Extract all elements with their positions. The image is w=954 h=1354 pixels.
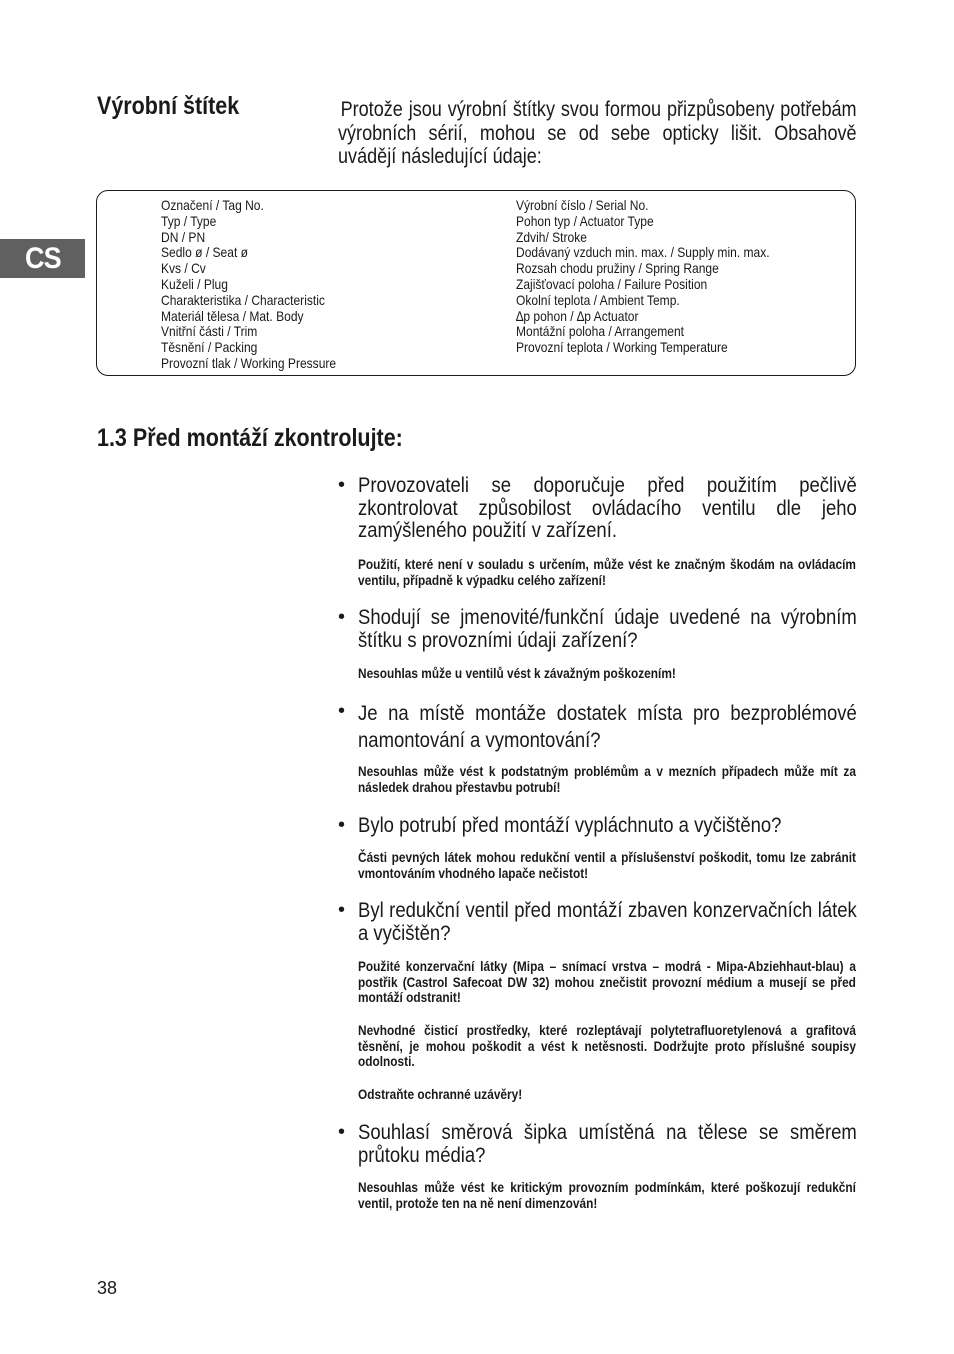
plate-field: Označení / Tag No. [161, 197, 264, 213]
check-note: Nevhodné čisticí prostředky, které rozleptávají polytetrafluoretylenová a grafitová těsnění, je mohou poškodit a vést k netěsnosti. Dodržujte proto příslušné soupisy odolnosti. [358, 1023, 856, 1069]
plate-field: Rozsah chodu pružiny / Spring Range [516, 260, 719, 277]
check-item: Souhlasí směrová šipka umístěná na tělese se směrem průtoku média? [358, 1120, 857, 1167]
plate-field: Materiál tělesa / Mat. Body [161, 307, 304, 324]
check-item: Provozovateli se doporučuje před použitím pečlivě zkontrolovat způsobilost ovládacího ventilu dle jeho zamýšleného použití v zařízení. [358, 473, 857, 542]
check-note: Části pevných látek mohou redukční ventil a příslušenství poškodit, tomu lze zabránit vmontováním vhodného lapače nečistot! [358, 850, 856, 881]
nameplate-fields-right [516, 198, 877, 356]
check-note: Nesouhlas může vést k podstatným problémům a v mezních případech může mít za následek drahou přestavbu potrubí! [358, 764, 856, 795]
plate-field: Výrobní číslo / Serial No. [516, 197, 649, 213]
check-note: Použité konzervační látky (Mipa – snímací vrstva – modrá - Mipa-Abziehhaut-blau) a postřik (Castrol Safecoat DW 32) mohou znečistit provozní médium a musejí se před montáží odstranit! [358, 959, 856, 1005]
check-note: Odstraňte ochranné uzávěry! [358, 1087, 523, 1102]
plate-field: Charakteristika / Characteristic [161, 291, 325, 308]
bullet-marker: • [338, 700, 346, 722]
plate-field: ∆p pohon / ∆p Actuator [516, 307, 639, 324]
plate-field: Sedlo ø / Seat ø [161, 244, 249, 261]
plate-field: Pohon typ / Actuator Type [516, 212, 654, 229]
plate-field: Okolní teplota / Ambient Temp. [516, 291, 680, 308]
bullet-marker: • [338, 814, 346, 836]
plate-field: Kuželi / Plug [161, 275, 228, 292]
bullet-marker: • [338, 899, 346, 921]
plate-field: Dodávaný vzduch min. max. / Supply min. max. [516, 244, 770, 261]
plate-field: Vnitřní části / Trim [161, 323, 258, 340]
check-note: Nesouhlas může u ventilů vést k závažným poškozením! [358, 666, 676, 681]
plate-field: Montážní poloha / Arrangement [516, 323, 684, 340]
nameplate-heading: Výrobní štítek [97, 92, 240, 120]
bullet-marker: • [338, 474, 346, 496]
bullet-marker: • [338, 1121, 346, 1143]
plate-field: Zdvih/ Stroke [516, 228, 587, 245]
check-item: Bylo potrubí před montáží vypláchnuto a vyčištěno? [358, 813, 782, 837]
check-note: Použití, které není v souladu s určením, může vést ke značným škodám na ovládacím ventilu, případně k výpadku celého zařízení! [358, 557, 856, 588]
plate-field: Kvs / Cv [161, 260, 206, 277]
page-number: 38 [97, 1278, 118, 1298]
plate-field: Zajišťovací poloha / Failure Position [516, 275, 708, 292]
plate-field: Provozní tlak / Working Pressure [161, 354, 337, 371]
nameplate-fields-left [161, 198, 522, 372]
check-note: Nesouhlas může vést ke kritickým provozním podmínkám, které poškozují redukční ventil, protože ten na ně není dimenzován! [358, 1180, 856, 1211]
bullet-marker: • [338, 606, 346, 628]
check-item: Shodují se jmenovité/funkční údaje uvedené na výrobním štítku s provozními údaji zařízení? [358, 605, 857, 652]
plate-field: Těsnění / Packing [161, 339, 258, 356]
plate-field: Provozní teplota / Working Temperature [516, 339, 728, 356]
nameplate-intro: Protože jsou výrobní štítky svou formou přizpůsobeny potřebám výrobních sérií, mohou se od sebe opticky lišit. Obsahově uvádějí následující údaje: [338, 98, 857, 168]
check-item: Je na místě montáže dostatek místa pro bezproblémové namontování a vymontování? [358, 701, 857, 752]
check-item: Byl redukční ventil před montáží zbaven konzervačních látek a vyčištěn? [358, 898, 857, 945]
language-tab: CS [0, 239, 85, 278]
plate-field: Typ / Type [161, 212, 217, 229]
plate-field: DN / PN [161, 228, 206, 245]
section-heading: 1.3 Před montáží zkontrolujte: [97, 424, 403, 452]
